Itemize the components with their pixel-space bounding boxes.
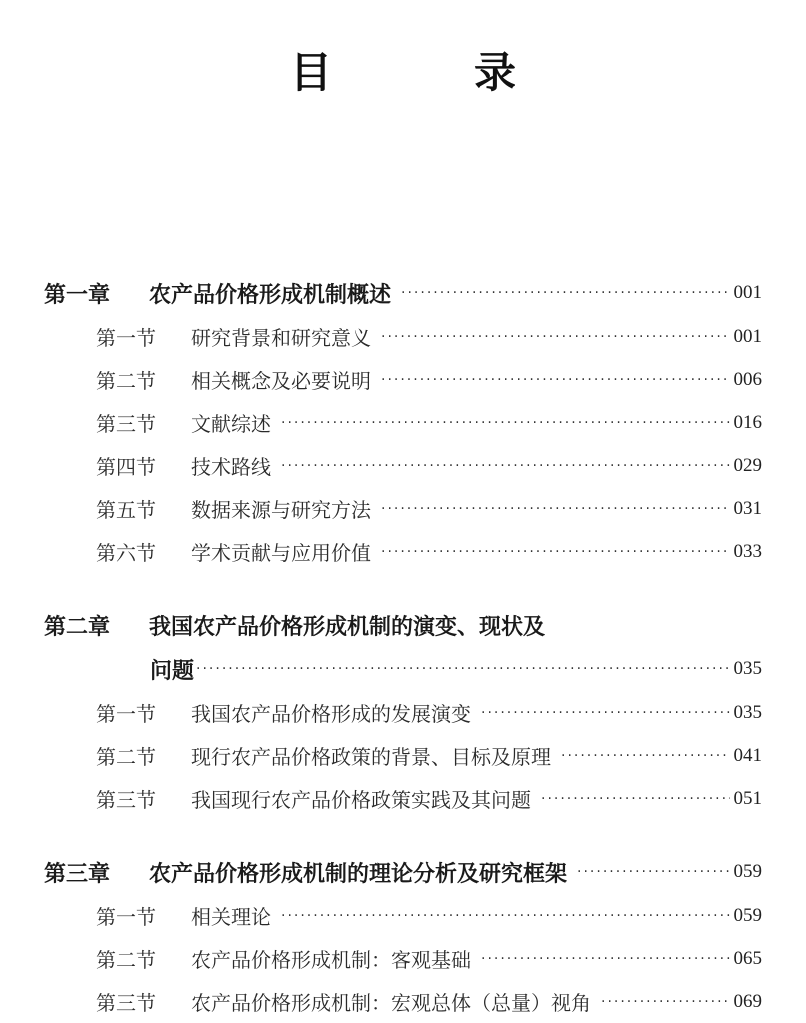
toc-section[interactable] bbox=[0, 401, 806, 444]
page-title: 目 录 bbox=[289, 48, 566, 97]
page-number: 035 bbox=[733, 658, 762, 679]
leader-dots bbox=[561, 746, 730, 766]
toc-section[interactable] bbox=[0, 777, 806, 820]
leader-dots bbox=[281, 456, 730, 476]
toc-section[interactable] bbox=[0, 315, 806, 358]
section-number: 第四节 bbox=[96, 455, 156, 479]
leader-dots bbox=[601, 992, 730, 1012]
section-title: 农产品价格形成机制：客观基础 bbox=[191, 948, 471, 972]
leader-dots bbox=[381, 327, 730, 347]
leader-dots bbox=[381, 542, 730, 562]
leader-dots bbox=[481, 703, 730, 723]
leader-dots bbox=[577, 862, 729, 882]
page-number: 059 bbox=[733, 861, 762, 882]
chapter-title-line-1: 我国农产品价格形成机制的演变、现状及 bbox=[149, 614, 546, 640]
section-number: 第一节 bbox=[96, 326, 156, 350]
page-number: 006 bbox=[733, 368, 762, 390]
section-number: 第二节 bbox=[96, 369, 156, 393]
section-number: 第二节 bbox=[96, 948, 156, 972]
section-number: 第五节 bbox=[96, 498, 156, 522]
page-number: 031 bbox=[733, 497, 762, 519]
toc-chapter-2-continued[interactable] bbox=[0, 647, 806, 691]
page-number: 001 bbox=[733, 325, 762, 347]
chapter-number: 第一章 bbox=[44, 282, 111, 308]
chapter-number: 第二章 bbox=[44, 614, 111, 640]
leader-dots bbox=[196, 659, 729, 679]
section-title: 农产品价格形成机制：宏观总体（总量）视角 bbox=[191, 991, 591, 1015]
section-title: 我国现行农产品价格政策实践及其问题 bbox=[191, 788, 531, 812]
section-title: 现行农产品价格政策的背景、目标及原理 bbox=[191, 745, 551, 769]
section-title: 相关概念及必要说明 bbox=[191, 369, 371, 393]
section-title: 研究背景和研究意义 bbox=[191, 326, 371, 350]
toc-chapter-2[interactable] bbox=[0, 603, 806, 647]
section-number: 第一节 bbox=[96, 702, 156, 726]
toc-section[interactable] bbox=[0, 530, 806, 573]
section-number: 第六节 bbox=[96, 541, 156, 565]
page-number: 065 bbox=[733, 947, 762, 969]
toc-section[interactable] bbox=[0, 444, 806, 487]
toc-section[interactable] bbox=[0, 894, 806, 937]
leader-dots bbox=[381, 499, 730, 519]
section-number: 第一节 bbox=[96, 905, 156, 929]
page-number: 035 bbox=[733, 701, 762, 723]
leader-dots bbox=[281, 906, 730, 926]
page-number: 001 bbox=[733, 282, 762, 303]
chapter-title-line-2: 问题 bbox=[150, 658, 195, 684]
leader-dots bbox=[481, 949, 730, 969]
toc-chapter-1[interactable] bbox=[0, 271, 806, 315]
toc-section[interactable] bbox=[0, 980, 806, 1023]
chapter-title: 农产品价格形成机制的理论分析及研究框架 bbox=[149, 861, 568, 887]
section-title: 相关理论 bbox=[191, 905, 271, 929]
page-number: 029 bbox=[733, 454, 762, 476]
chapter-number: 第三章 bbox=[44, 861, 111, 887]
page-number: 041 bbox=[733, 744, 762, 766]
page-number: 069 bbox=[733, 990, 762, 1012]
page-number: 016 bbox=[733, 411, 762, 433]
chapter-title: 农产品价格形成机制概述 bbox=[149, 282, 392, 308]
toc-section[interactable] bbox=[0, 734, 806, 777]
chapter-spacer bbox=[0, 820, 806, 842]
leader-dots bbox=[401, 283, 729, 303]
leader-dots bbox=[381, 370, 730, 390]
section-title: 学术贡献与应用价值 bbox=[191, 541, 371, 565]
section-number: 第三节 bbox=[96, 788, 156, 812]
page-number: 051 bbox=[733, 787, 762, 809]
section-title: 技术路线 bbox=[191, 455, 271, 479]
toc-section[interactable] bbox=[0, 358, 806, 401]
page-number: 059 bbox=[733, 904, 762, 926]
leader-dots bbox=[281, 413, 730, 433]
section-number: 第二节 bbox=[96, 745, 156, 769]
section-title: 数据来源与研究方法 bbox=[191, 498, 371, 522]
section-number: 第三节 bbox=[96, 412, 156, 436]
leader-dots bbox=[541, 789, 730, 809]
toc-chapter-3[interactable] bbox=[0, 850, 806, 894]
toc-section[interactable] bbox=[0, 487, 806, 530]
section-title: 我国农产品价格形成的发展演变 bbox=[191, 702, 471, 726]
section-number: 第三节 bbox=[96, 991, 156, 1015]
toc-section[interactable] bbox=[0, 937, 806, 980]
toc-section[interactable] bbox=[0, 691, 806, 734]
section-title: 文献综述 bbox=[191, 412, 271, 436]
table-of-contents bbox=[0, 271, 806, 1023]
chapter-spacer bbox=[0, 573, 806, 595]
page-number: 033 bbox=[733, 540, 762, 562]
